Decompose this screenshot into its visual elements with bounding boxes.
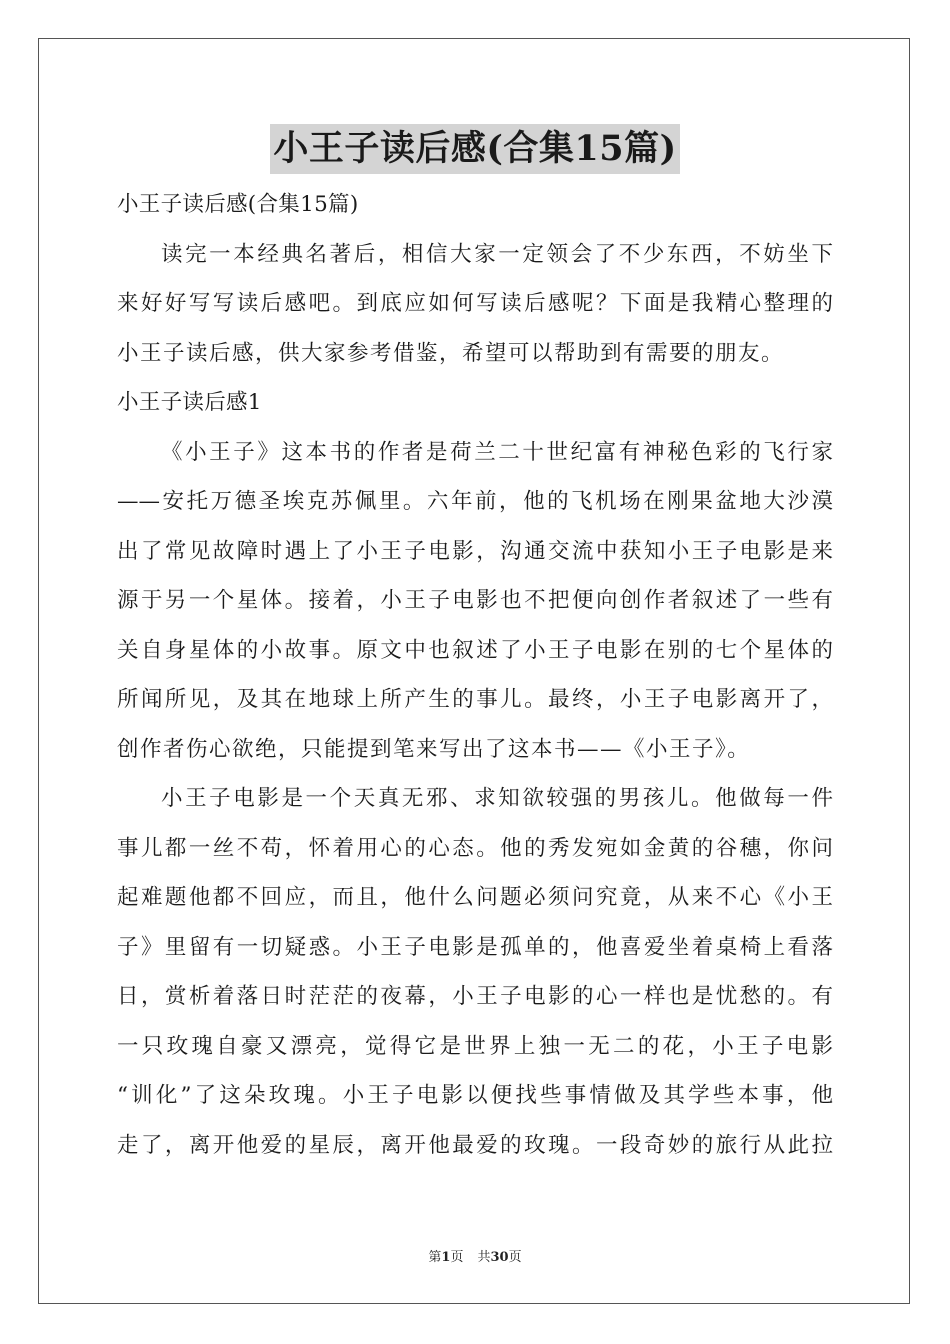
total-suffix: 页 (508, 1250, 522, 1265)
paragraph2-line: 走了，离开他爱的星辰，离开他最爱的玫瑰。一段奇妙的旅行从此拉 (117, 1132, 833, 1158)
intro-line: 来好好写写读后感吧。到底应如何写读后感呢？下面是我精心整理的 (117, 291, 833, 316)
paragraph1-line: 关自身星体的小故事。原文中也叙述了小王子电影在别的七个星体的 (117, 637, 833, 663)
total-pages: 30 (490, 1250, 509, 1265)
paragraph1-line: 所闻所见，及其在地球上所产生的事儿。最终，小王子电影离开了， (117, 687, 833, 712)
paragraph2-line: 子》里留有一切疑惑。小王子电影是孤单的，他喜爱坐着桌椅上看落 (117, 934, 833, 960)
paragraph1-line: 《小王子》这本书的作者是荷兰二十世纪富有神秘色彩的飞行家 (161, 439, 833, 465)
paragraph2-line: 日，赏析着落日时茫茫的夜幕，小王子电影的心一样也是忧愁的。有 (117, 984, 833, 1009)
paragraph1-line: ——安托万德圣埃克苏佩里。六年前，他的飞机场在刚果盆地大沙漠 (117, 489, 833, 514)
document-body (117, 180, 833, 1170)
paragraph1-line: 出了常见故障时遇上了小王子电影，沟通交流中获知小王子电影是来 (117, 538, 833, 564)
paragraph1-line: 创作者伤心欲绝，只能提到笔来写出了这本书——《小王子》。 (117, 736, 751, 762)
paragraph2-line: 小王子电影是一个天真无邪、求知欲较强的男孩儿。他做每一件 (161, 786, 833, 811)
paragraph2-line: 一只玫瑰自豪又漂亮，觉得它是世界上独一无二的花，小王子电影 (117, 1033, 833, 1059)
section-heading: 小王子读后感1 (117, 390, 262, 415)
page-label-prefix: 第 (428, 1250, 442, 1265)
paragraph2-line: 事儿都一丝不苟，怀着用心的心态。他的秀发宛如金黄的谷穗，你问 (117, 835, 833, 861)
document-title: 小王子读后感(合集15篇) (270, 124, 679, 174)
page-number: 1 (441, 1250, 451, 1265)
document-subtitle: 小王子读后感(合集15篇) (117, 192, 359, 217)
paragraph1-line: 源于另一个星体。接着，小王子电影也不把便向创作者叙述了一些有 (117, 588, 833, 613)
title-container (0, 124, 950, 174)
paragraph2-line: “训化”了这朵玫瑰。小王子电影以便找些事情做及其学些本事，他 (117, 1083, 833, 1108)
intro-line: 小王子读后感，供大家参考借鉴，希望可以帮助到有需要的朋友。 (117, 340, 785, 366)
total-prefix: 共 (477, 1250, 491, 1265)
page-footer (0, 1246, 950, 1265)
page-label-suffix: 页 (450, 1250, 464, 1265)
paragraph2-line: 起难题他都不回应，而且，他什么问题必须问究竟，从来不心《小王 (117, 885, 833, 910)
intro-line: 读完一本经典名著后，相信大家一定领会了不少东西，不妨坐下 (161, 241, 833, 267)
